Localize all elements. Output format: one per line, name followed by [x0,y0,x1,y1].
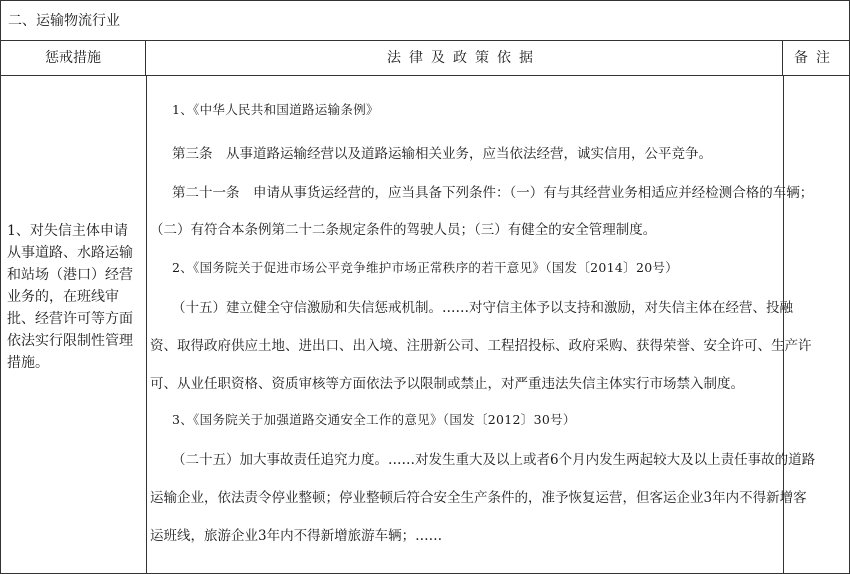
article-text: 可、从业任职资格、资质审核等方面依法予以限制或禁止，对严重违法失信主体实行市场禁入制度。 [150,376,744,392]
article-text: （二）有符合本条例第二十二条规定条件的驾驶人员；（三）有健全的安全管理制度。 [150,222,657,238]
article-text: 第三条 从事道路运输经营以及道路运输相关业务，应当依法经营，诚实信用，公平竞争。 [172,146,712,162]
note-cell [783,76,849,573]
header-measure: 惩戒措施 [1,41,146,76]
article-text: （十五）建立健全守信激励和失信惩戒机制。……对守信主体予以支持和激励，对失信主体在经营、投融 [172,300,793,316]
article-text: 运输企业，依法责令停业整顿；停业整顿后符合安全生产条件的，准予恢复运营，但客运企业3年内不得新增客 [150,490,807,506]
article-text: 运班线，旅游企业3年内不得新增旅游车辆；…… [150,528,443,544]
reference-title: 2、《国务院关于促进市场公平竞争维护市场正常秩序的若干意见》（国发〔2014〕20号） [172,260,679,275]
article-text: （二十五）加大事故责任追究力度。……对发生重大及以上或者6个月内发生两起较大及以上责任事故的道路 [172,452,816,468]
article-text: 资、取得政府供应土地、进出口、出入境、注册新公司、工程招投标、政府采购、获得荣誉、安全许可、生产许 [150,338,812,354]
reference-title: 3、《国务院关于加强道路交通安全工作的意见》（国发〔2012〕30号） [172,412,576,427]
column-divider [146,76,147,573]
measure-cell: 1、对失信主体申请从事道路、水路运输和站场（港口）经营业务的，在班线审批、经营许可等方面依法实行限制性管理措施。 [7,223,133,371]
header-basis: 法律及政策依据 [146,41,783,76]
section-title: 二、运输物流行业 [1,1,849,41]
article-text: 第二十一条 申请从事货运经营的，应当具备下列条件：（一）有与其经营业务相适应并经检测合格的车辆； [172,185,814,201]
reference-title: 1、《中华人民共和国道路运输条例》 [172,102,379,117]
header-note: 备注 [783,41,849,76]
